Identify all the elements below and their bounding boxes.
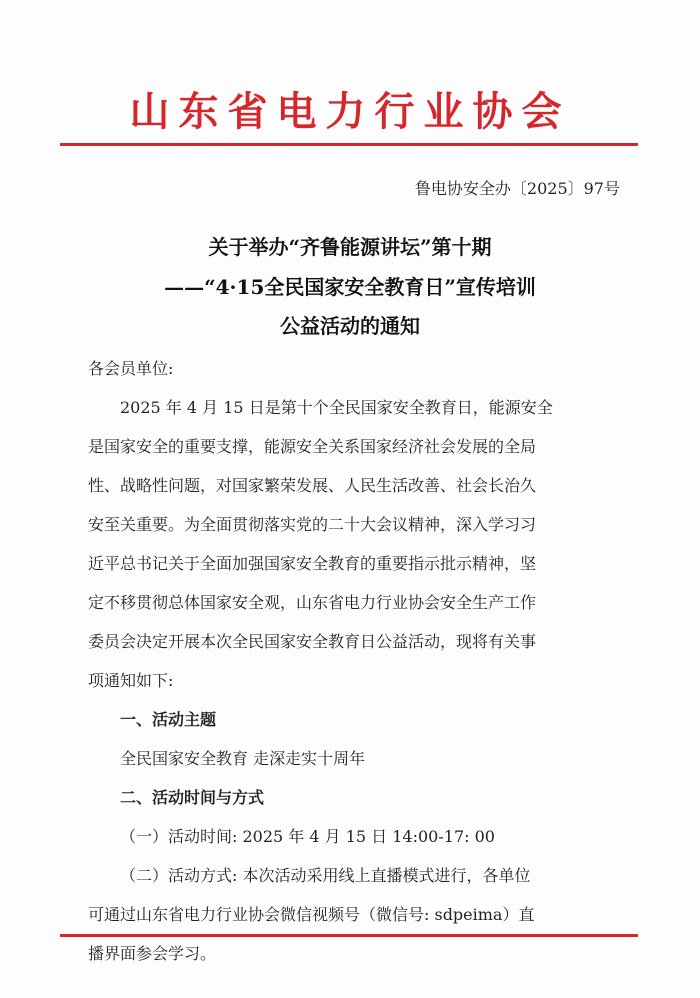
document-title-line-2: ——“4·15全民国家安全教育日”宣传培训 [164, 275, 536, 299]
paragraph-line: 项通知如下: [88, 671, 174, 690]
organization-header: 山东省电力行业协会 [129, 88, 571, 135]
section-2-item-2-line: 可通过山东省电力行业协会微信视频号（微信号: sdpeima）直 [88, 905, 535, 924]
paragraph-line: 近平总书记关于全面加强国家安全教育的重要指示批示精神，坚 [88, 554, 537, 573]
paragraph-line: 性、战略性问题，对国家繁荣发展、人民生活改善、社会长治久 [88, 476, 537, 495]
document-title-line-1: 关于举办“齐鲁能源讲坛”第十期 [208, 235, 492, 259]
paragraph-line: 是国家安全的重要支撑，能源安全关系国家经济社会发展的全局 [88, 437, 537, 456]
section-2-item-1: （一）活动时间: 2025 年 4 月 15 日 14:00-17: 00 [120, 827, 495, 846]
footer-red-rule [60, 934, 638, 937]
section-2-heading: 二、活动时间与方式 [120, 788, 265, 807]
paragraph-line: 委员会决定开展本次全民国家安全教育日公益活动，现将有关事 [88, 632, 537, 651]
document-number: 鲁电协安全办〔2025〕97号 [414, 179, 620, 198]
header-red-rule [60, 143, 638, 146]
section-1-heading: 一、活动主题 [120, 710, 217, 729]
document-title-line-3: 公益活动的通知 [280, 314, 420, 338]
section-2-item-2-line: （二）活动方式: 本次活动采用线上直播模式进行，各单位 [120, 866, 531, 885]
paragraph-line: 安至关重要。为全面贯彻落实党的二十大会议精神，深入学习习 [88, 515, 537, 534]
salutation: 各会员单位: [88, 359, 174, 378]
paragraph-line: 2025 年 4 月 15 日是第十个全民国家安全教育日，能源安全 [120, 398, 553, 417]
section-1-text: 全民国家安全教育 走深走实十周年 [120, 749, 366, 768]
section-2-item-2-line: 播界面参会学习。 [88, 944, 217, 963]
paragraph-line: 定不移贯彻总体国家安全观，山东省电力行业协会安全生产工作 [88, 593, 537, 612]
